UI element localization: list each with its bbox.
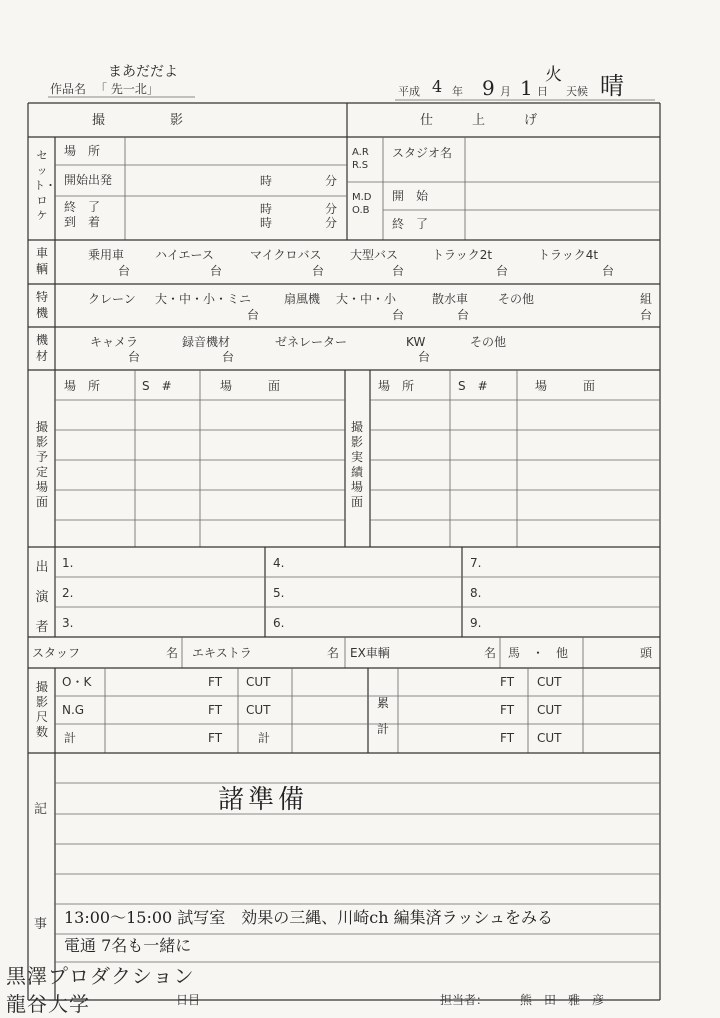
vehicle-unit-3: 台 [312, 264, 325, 278]
cast-4: 4. [273, 556, 285, 570]
ng-ft: FT [208, 703, 223, 717]
footage-total-label: 累計 [376, 696, 389, 736]
vehicle-hiace: ハイエース [155, 248, 214, 262]
start-hour: 時 [260, 174, 273, 188]
end-hour-2: 時 [260, 216, 273, 230]
equip-kw: KW [406, 335, 426, 349]
special-crane-size: 大・中・小・ミニ [155, 292, 252, 306]
cast-8: 8. [470, 586, 482, 600]
end-label-1: 終 了 [64, 200, 101, 214]
equip-unit-1: 台 [128, 350, 141, 364]
special-fan-size: 大・中・小 [336, 292, 397, 306]
cast-6: 6. [273, 616, 285, 630]
manager-name: 熊 田 雅 彦 [520, 993, 605, 1007]
studio-label: スタジオ名 [392, 146, 453, 160]
equip-generator: ゼネレーター [275, 335, 348, 349]
horse-label: 馬 ・ 他 [508, 646, 569, 660]
ex-vehicle-label: EX車輌 [350, 646, 390, 660]
footage-ng: N.G [62, 703, 85, 717]
title-bracket: 「 先一北」 [95, 82, 159, 96]
start-minute: 分 [325, 174, 338, 188]
vehicles-label: 車輌 [35, 246, 48, 276]
notes-label-2: 事 [34, 917, 48, 932]
equip-unit-2: 台 [222, 350, 235, 364]
title-handwritten: まあだだよ [108, 64, 178, 80]
vehicle-truck4t: トラック4t [538, 248, 599, 262]
ng-cut: CUT [246, 703, 271, 717]
vehicle-bus: 大型バス [350, 248, 399, 262]
date-month: 9 [482, 76, 495, 100]
weather-value: 晴 [600, 72, 624, 100]
finish-end-label: 終 了 [392, 217, 429, 231]
note-handwritten-3: 電通 7名も一緒に [64, 936, 192, 955]
finish-header: 仕 上 げ [420, 113, 538, 128]
sum-sum: 計 [258, 731, 271, 745]
place-label: 場 所 [64, 144, 101, 158]
equip-sound: 録音機材 [182, 335, 231, 349]
ok-ft: FT [208, 675, 223, 689]
start-label: 開始出発 [64, 173, 113, 187]
extra-name-unit: 名 [327, 646, 340, 660]
note-handwritten-1: 諸準備 [218, 785, 309, 815]
cast-9: 9. [470, 616, 482, 630]
planned-col-place: 場 所 [64, 379, 101, 393]
weekday: 火 [545, 65, 562, 85]
equip-camera: キャメラ [90, 335, 139, 349]
total-ok-cut: CUT [537, 675, 562, 689]
md-label: M.D [352, 192, 372, 203]
sum-ft: FT [208, 731, 223, 745]
manager-label: 担当者： [440, 993, 489, 1007]
end-minute-2: 分 [325, 216, 338, 230]
vehicle-car: 乗用車 [88, 248, 125, 262]
watermark-line-1: 黒澤プロダクション [6, 964, 195, 988]
special-unit-set-1: 組 [640, 292, 653, 306]
cast-label: 出演者 [35, 560, 49, 635]
special-label: 特機 [35, 290, 48, 320]
total-sum-ft: FT [500, 731, 515, 745]
cast-7: 7. [470, 556, 482, 570]
rs-label: R.S [352, 160, 369, 171]
note-handwritten-2: 13:00〜15:00 試写室 効果の三縄、川崎ch 編集済ラッシュをみる [64, 908, 554, 927]
footage-sum: 計 [64, 731, 77, 745]
special-unit-3: 台 [457, 308, 470, 322]
vehicle-truck2t: トラック2t [432, 248, 493, 262]
vehicle-unit-2: 台 [210, 264, 223, 278]
total-sum-cut: CUT [537, 731, 562, 745]
special-unit-4: 台 [640, 308, 653, 322]
planned-col-scene: 場 面 [220, 379, 281, 393]
staff-label: スタッフ [32, 646, 81, 660]
extra-label: エキストラ [192, 646, 252, 660]
end-minute-1: 分 [325, 202, 338, 216]
actual-col-scene: 場 面 [535, 379, 596, 393]
ex-vehicle-unit: 名 [484, 646, 497, 660]
vehicle-microbus: マイクロバス [250, 248, 322, 262]
day-suffix: 日 [537, 85, 548, 98]
month-suffix: 月 [500, 85, 511, 98]
set-loc-label: セット・ロケ [34, 149, 56, 222]
special-water-truck: 散水車 [432, 292, 469, 306]
shoot-header: 撮 影 [92, 113, 184, 128]
vehicle-unit-4: 台 [392, 264, 405, 278]
horse-unit: 頭 [640, 646, 653, 660]
cast-2: 2. [62, 586, 74, 600]
footer-day-suffix: 日目 [176, 993, 201, 1007]
end-label-2: 到 着 [64, 215, 101, 229]
actual-col-s: S # [458, 379, 488, 393]
title-label: 作品名 [50, 82, 87, 96]
finish-start-label: 開 始 [392, 189, 429, 203]
cast-3: 3. [62, 616, 74, 630]
ar-label: A.R [352, 147, 369, 158]
end-hour-1: 時 [260, 202, 273, 216]
total-ng-ft: FT [500, 703, 515, 717]
equipment-label: 機材 [35, 333, 48, 363]
equip-unit-3: 台 [418, 350, 431, 364]
planned-scenes-label: 撮影予定場面 [35, 420, 48, 509]
special-unit-1: 台 [247, 308, 260, 322]
staff-name-unit: 名 [166, 646, 179, 660]
actual-col-place: 場 所 [378, 379, 415, 393]
ok-cut: CUT [246, 675, 271, 689]
footage-label: 撮影尺数 [35, 680, 48, 739]
ob-label: O.B [352, 205, 370, 216]
weather-label: 天候 [566, 85, 588, 98]
vehicle-unit-6: 台 [602, 264, 615, 278]
date-year: 4 [432, 77, 443, 96]
notes-label-1: 記 [34, 802, 48, 817]
planned-col-s: S # [142, 379, 172, 393]
date-era: 平成 [398, 85, 420, 98]
watermark-line-2: 龍谷大学 [6, 992, 90, 1016]
footage-ok: O・K [62, 675, 92, 689]
total-ng-cut: CUT [537, 703, 562, 717]
special-other: その他 [498, 292, 535, 306]
actual-scenes-label: 撮影実績場面 [350, 420, 363, 509]
special-unit-2: 台 [392, 308, 405, 322]
date-day: 1 [520, 76, 533, 100]
special-crane: クレーン [88, 292, 136, 306]
cast-5: 5. [273, 586, 285, 600]
vehicle-unit-1: 台 [118, 264, 131, 278]
equip-other: その他 [470, 335, 507, 349]
cast-1: 1. [62, 556, 74, 570]
year-suffix: 年 [452, 85, 463, 98]
vehicle-unit-5: 台 [496, 264, 509, 278]
special-fan: 扇風機 [284, 292, 321, 306]
total-ok-ft: FT [500, 675, 515, 689]
